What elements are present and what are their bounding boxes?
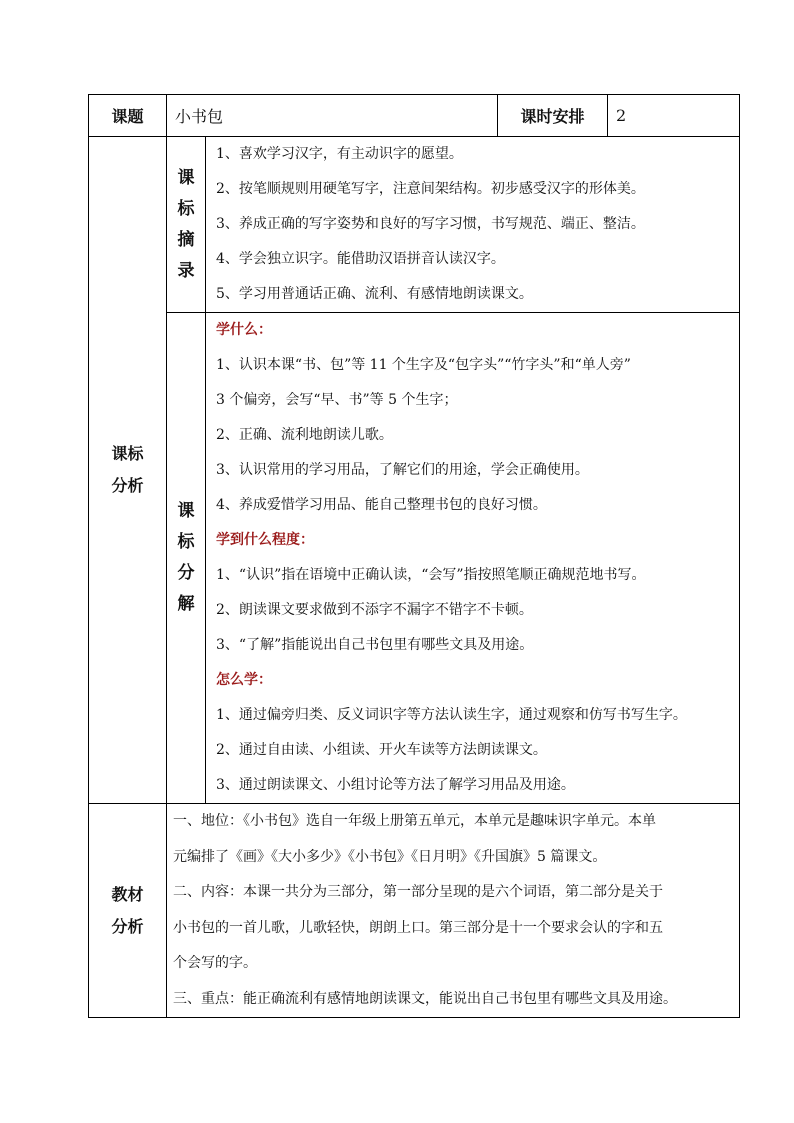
how-title: 怎么学： (216, 672, 272, 688)
analysis-label-cell (89, 137, 167, 804)
breakdown-content (206, 313, 740, 804)
breakdown-row (89, 313, 740, 804)
how-item: 3、通过朗读课文、小组讨论等方法了解学习用品及用途。 (216, 777, 575, 793)
what-item: 3、认识常用的学习用品，了解它们的用途，学会正确使用。 (216, 462, 589, 478)
excerpt-label-char: 录 (177, 260, 195, 281)
what-item: 1、认识本课“书、包”等 11 个生字及“包字头”“竹字头”和“单人旁” (216, 357, 631, 373)
excerpt-content (206, 137, 740, 313)
breakdown-label-char: 标 (177, 532, 195, 552)
textbook-label-line2: 分析 (111, 916, 144, 936)
what-item: 2、正确、流利地朗读儿歌。 (216, 427, 393, 443)
excerpt-label-char: 摘 (177, 229, 195, 250)
textbook-line: 元编排了《画》《大小多少》《小书包》《日月明》《升国旗》5 篇课文。 (173, 848, 607, 865)
textbook-line: 二、内容：本课一共分为三部分，第一部分呈现的是六个词语，第二部分是关于 (173, 884, 663, 900)
header-row (89, 95, 740, 137)
hours-label: 课时安排 (498, 95, 608, 137)
textbook-row (89, 804, 740, 1018)
excerpt-item: 2、按笔顺规则用硬笔写字，注意间架结构。初步感受汉字的形体美。 (216, 181, 645, 197)
topic-value: 小书包 (167, 95, 498, 137)
degree-title: 学到什么程度： (216, 532, 314, 548)
excerpt-row (89, 137, 740, 313)
textbook-line: 小书包的一首儿歌，儿歌轻快，朗朗上口。第三部分是十一个要求会认的字和五 (173, 919, 663, 936)
degree-item: 1、“认识”指在语境中正确认读，“会写”指按照笔顺正确规范地书写。 (216, 567, 646, 583)
textbook-label-line1: 教材 (111, 884, 144, 904)
breakdown-label-char: 解 (177, 594, 195, 614)
textbook-line: 一、地位：《小书包》选自一年级上册第五单元，本单元是趣味识字单元。本单 (173, 813, 656, 829)
excerpt-label-char: 课 (177, 167, 195, 188)
breakdown-label-cell (167, 313, 206, 804)
excerpt-item: 5、学习用普通话正确、流利、有感情地朗读课文。 (216, 286, 533, 302)
excerpt-label-cell (167, 137, 206, 313)
analysis-label-line1: 课标 (111, 444, 144, 463)
lesson-plan-table (88, 94, 740, 1018)
textbook-line: 个会写的字。 (173, 955, 257, 971)
analysis-label-line2: 分析 (111, 476, 144, 495)
how-item: 1、通过偏旁归类、反义词识字等方法认读生字，通过观察和仿写书写生字。 (216, 707, 687, 723)
excerpt-item: 1、喜欢学习汉字，有主动识字的愿望。 (216, 146, 463, 162)
topic-label: 课题 (89, 95, 167, 137)
excerpt-item: 3、养成正确的写字姿势和良好的写字习惯，书写规范、端正、整洁。 (216, 216, 645, 232)
textbook-label-cell (89, 804, 167, 1018)
what-item: 4、养成爱惜学习用品、能自己整理书包的良好习惯。 (216, 497, 547, 513)
textbook-line: 三、重点：能正确流利有感情地朗读课文，能说出自己书包里有哪些文具及用途。 (173, 990, 677, 1007)
textbook-content (167, 804, 740, 1018)
breakdown-label-char: 课 (177, 501, 195, 521)
excerpt-label-char: 标 (177, 198, 195, 219)
hours-value: 2 (608, 95, 740, 137)
breakdown-label-char: 分 (177, 563, 195, 583)
what-title: 学什么： (216, 322, 272, 338)
what-item: 3 个偏旁，会写“早、书”等 5 个生字； (216, 392, 458, 408)
how-item: 2、通过自由读、小组读、开火车读等方法朗读课文。 (216, 742, 547, 758)
degree-item: 3、“了解”指能说出自己书包里有哪些文具及用途。 (216, 637, 534, 653)
excerpt-item: 4、学会独立识字。能借助汉语拼音认读汉字。 (216, 251, 505, 267)
degree-item: 2、朗读课文要求做到不添字不漏字不错字不卡顿。 (216, 602, 533, 618)
